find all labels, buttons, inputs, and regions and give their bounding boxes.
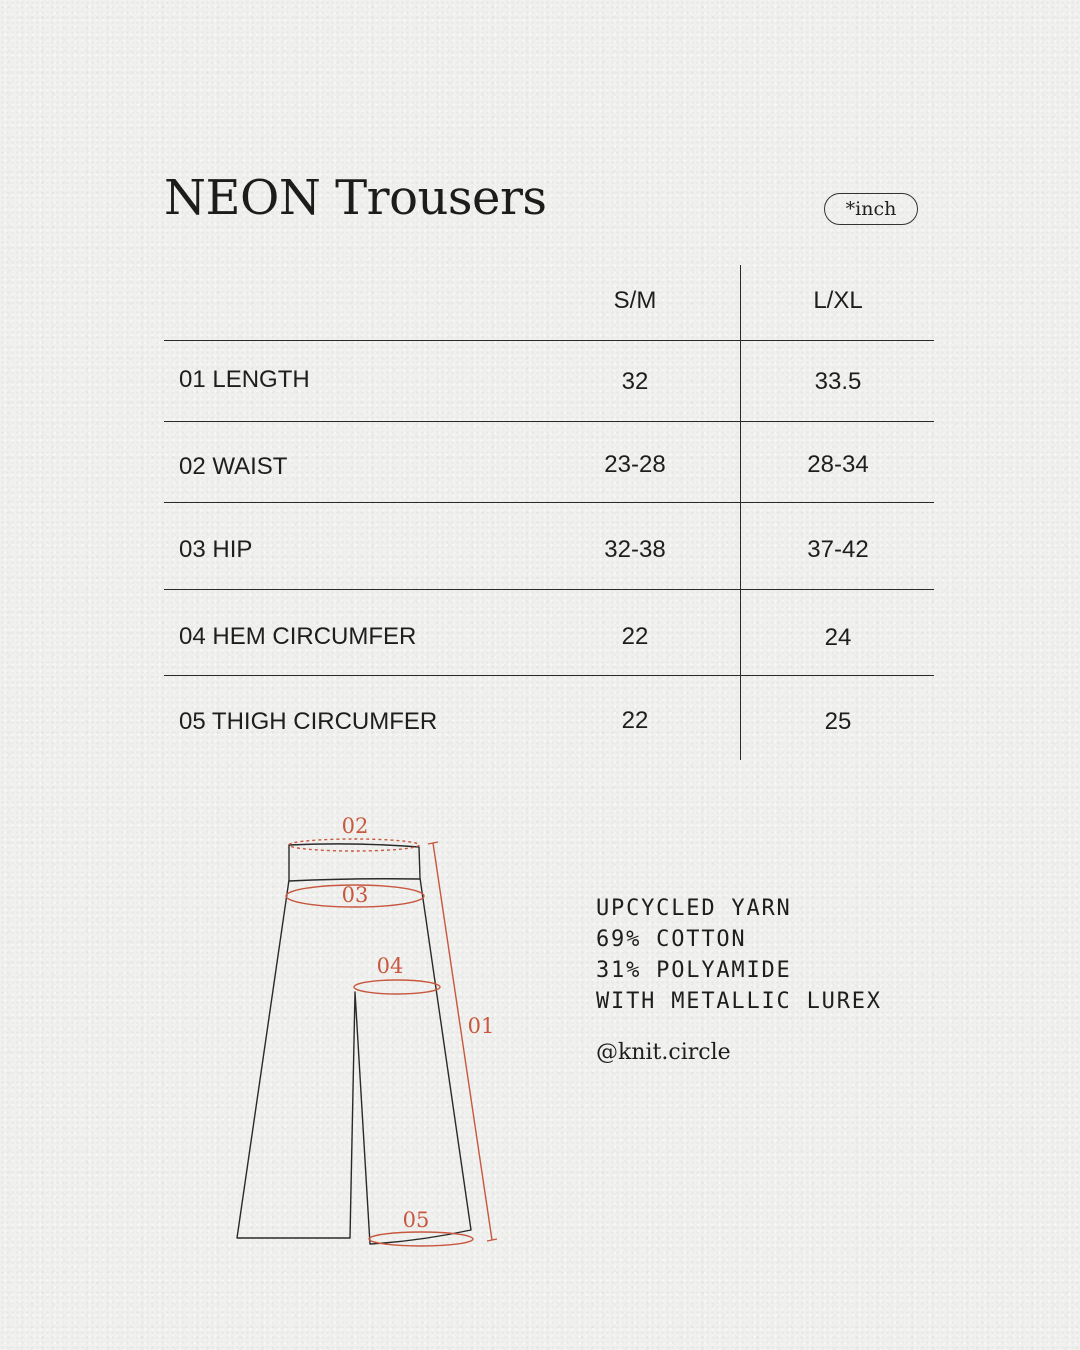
value-waist-lxl: 28-34 [807,451,869,478]
thigh-measure [354,980,440,994]
value-thigh-lxl: 25 [824,708,852,735]
value-waist-sm: 23-28 [604,451,666,478]
row-label-hem: 04 HEM CIRCUMFER [179,623,417,650]
row-label-hip: 03 HIP [179,536,253,563]
value-hem-lxl: 24 [824,624,852,651]
composition-line: 31% POLYAMIDE [596,958,792,983]
label-04: 04 [376,954,404,978]
fabric-composition [596,893,882,1017]
value-hip-sm: 32-38 [604,536,666,563]
row-label-thigh: 05 THIGH CIRCUMFER [179,708,438,735]
social-handle: @knit.circle [596,1040,731,1065]
composition-line: WITH METALLIC LUREX [596,989,882,1014]
composition-line: UPCYCLED YARN [596,896,792,921]
row-label-length: 01 LENGTH [179,366,310,393]
label-03: 03 [341,883,369,907]
value-length-sm: 32 [621,368,649,395]
length-measure [433,843,492,1240]
value-hem-sm: 22 [621,623,649,650]
value-thigh-sm: 22 [621,707,649,734]
value-length-lxl: 33.5 [814,368,862,395]
page-title: NEON Trousers [164,170,547,226]
label-01: 01 [467,1014,495,1038]
composition-line: 69% COTTON [596,927,747,952]
row-label-waist: 02 WAIST [179,453,288,480]
column-header-lxl: L/XL [813,287,863,314]
column-header-sm: S/M [613,287,657,314]
value-hip-lxl: 37-42 [807,536,869,563]
unit-badge: *inch [824,193,918,225]
label-05: 05 [402,1208,430,1232]
measure-lines [286,839,497,1246]
label-02: 02 [341,814,369,838]
